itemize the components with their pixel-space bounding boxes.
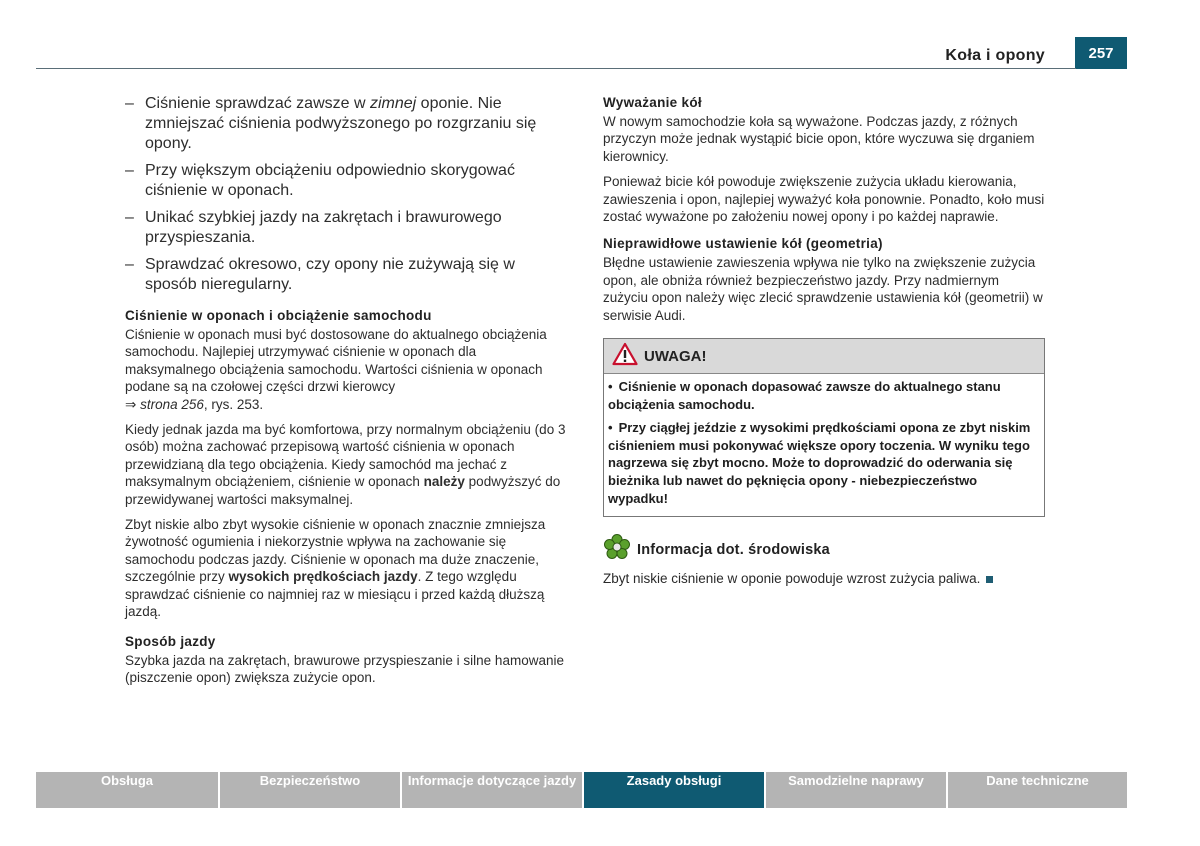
paragraph: Zbyt niskie albo zbyt wysokie ciśnienie w oponach znacznie zmniejsza żywotność ogumienia i niekorzystnie wpływa na zachowanie się samochodu podczas jazdy. Ciśnienie w oponach ma duże znaczenie, szczególnie przy wysokich prędkościach jazdy. Z tego względu sprawdzać ciśnienie co najmniej raz w miesiącu i przed każdą dłuższą jazdą. bbox=[125, 517, 546, 620]
list-item: – Sprawdzać okresowo, czy opony nie zużywają się w sposób nieregularny. bbox=[125, 256, 515, 293]
warning-item: • Przy ciągłej jeździe z wysokimi prędkościami opona ze zbyt niskim ciśnieniem musi pokonywać większe opory toczenia. W wyniku tego nagrzewa się zbyt mocno. Może to doprowadzić do oderwania się bieżnika lub nawet do pęknięcia opony - niebezpieczeństwo wypadku! bbox=[608, 420, 1031, 506]
end-square-icon bbox=[986, 576, 993, 583]
page-reference[interactable]: ⇒ strona 256, rys. 253. bbox=[125, 396, 264, 412]
tab-bezpieczenstwo[interactable]: Bezpieczeństwo bbox=[220, 772, 400, 808]
section-heading-wheel-balancing: Wyważanie kół bbox=[603, 95, 702, 110]
tab-dane-techniczne[interactable]: Dane techniczne bbox=[948, 772, 1127, 808]
environment-note-text: Zbyt niskie ciśnienie w oponie powoduje wzrost zużycia paliwa. bbox=[603, 570, 1045, 588]
chapter-title: Koła i opony bbox=[945, 47, 1045, 64]
warning-title: UWAGA! bbox=[644, 347, 707, 365]
tab-informacje-dotyczace-jazdy[interactable]: Informacje dotyczące jazdy bbox=[402, 772, 582, 808]
paragraph: Szybka jazda na zakrętach, brawurowe przyspieszanie i silne hamowanie (piszczenie opon) zwiększa zużycie opon. bbox=[125, 652, 564, 685]
warning-header bbox=[604, 339, 1044, 374]
warning-box bbox=[603, 338, 1045, 517]
tab-zasady-obslugi[interactable]: Zasady obsługi bbox=[584, 772, 764, 808]
section-heading-alignment: Nieprawidłowe ustawienie kół (geometria) bbox=[603, 236, 883, 252]
paragraph: Kiedy jednak jazda ma być komfortowa, przy normalnym obciążeniu (do 3 osób) można zachować przepisową wartość ciśnienia w oponach przewidzianą dla tego obciążenia. Kiedy samochód ma jechać z maksymalnym obciążeniem, ciśnienie w oponach należy podwyższyć do przewidywanej wartości maksymalnej. bbox=[125, 422, 566, 507]
paragraph: W nowym samochodzie koła są wyważone. Podczas jazdy, z różnych przyczyn może jednak wystąpić bicie opon, które wyczuwa się drganiem kierownicy. bbox=[603, 114, 1035, 164]
environment-note-header bbox=[603, 533, 1045, 566]
right-column bbox=[603, 94, 1045, 588]
tab-obsluga[interactable]: Obsługa bbox=[36, 772, 218, 808]
tab-samodzielne-naprawy[interactable]: Samodzielne naprawy bbox=[766, 772, 946, 808]
warning-triangle-icon bbox=[612, 342, 638, 371]
paragraph: Ciśnienie w oponach musi być dostosowane do aktualnego obciążenia samochodu. Najlepiej utrzymywać ciśnienie w oponach dla maksymalnego obciążenia samochodu. Wartości ciśnienia w oponach podane są na czołowej części drzwi kierowcy ⇒ strona 256, rys. 253. bbox=[125, 327, 547, 412]
paragraph: Ponieważ bicie kół powoduje zwiększenie zużycia układu kierowania, zawieszenia i opon, najlepiej wyważyć koła ponownie. Ponadto, koło musi zostać wyważone po założeniu nowej opony i po każdej naprawie. bbox=[603, 174, 1045, 225]
header-rule bbox=[36, 68, 1076, 69]
warning-item: • Ciśnienie w oponach dopasować zawsze do aktualnego stanu obciążenia samochodu. bbox=[608, 379, 1001, 412]
footer-nav bbox=[36, 772, 1127, 808]
section-heading-driving-style: Sposób jazdy bbox=[125, 633, 216, 649]
paragraph: Błędne ustawienie zawieszenia wpływa nie tylko na zwiększenie zużycia opon, ale obniża również bezpieczeństwo jazdy. Przy nadmiernym zużyciu opon należy więc zlecić sprawdzenie ustawienia kół (geometrii) w serwisie Audi. bbox=[603, 255, 1043, 323]
left-column bbox=[125, 94, 570, 694]
list-item: – Przy większym obciążeniu odpowiednio skorygować ciśnienie w oponach. bbox=[125, 162, 515, 199]
environment-note-title: Informacja dot. środowiska bbox=[637, 541, 830, 558]
flower-icon bbox=[603, 533, 631, 566]
list-item: – Unikać szybkiej jazdy na zakrętach i brawurowego przyspieszania. bbox=[125, 209, 502, 246]
list-item: – Ciśnienie sprawdzać zawsze w zimnej oponie. Nie zmniejszać ciśnienia podwyższonego po rozgrzaniu się opony. bbox=[125, 95, 537, 152]
page-number: 257 bbox=[1075, 37, 1127, 69]
section-heading-tire-pressure: Ciśnienie w oponach i obciążenie samochodu bbox=[125, 308, 432, 323]
